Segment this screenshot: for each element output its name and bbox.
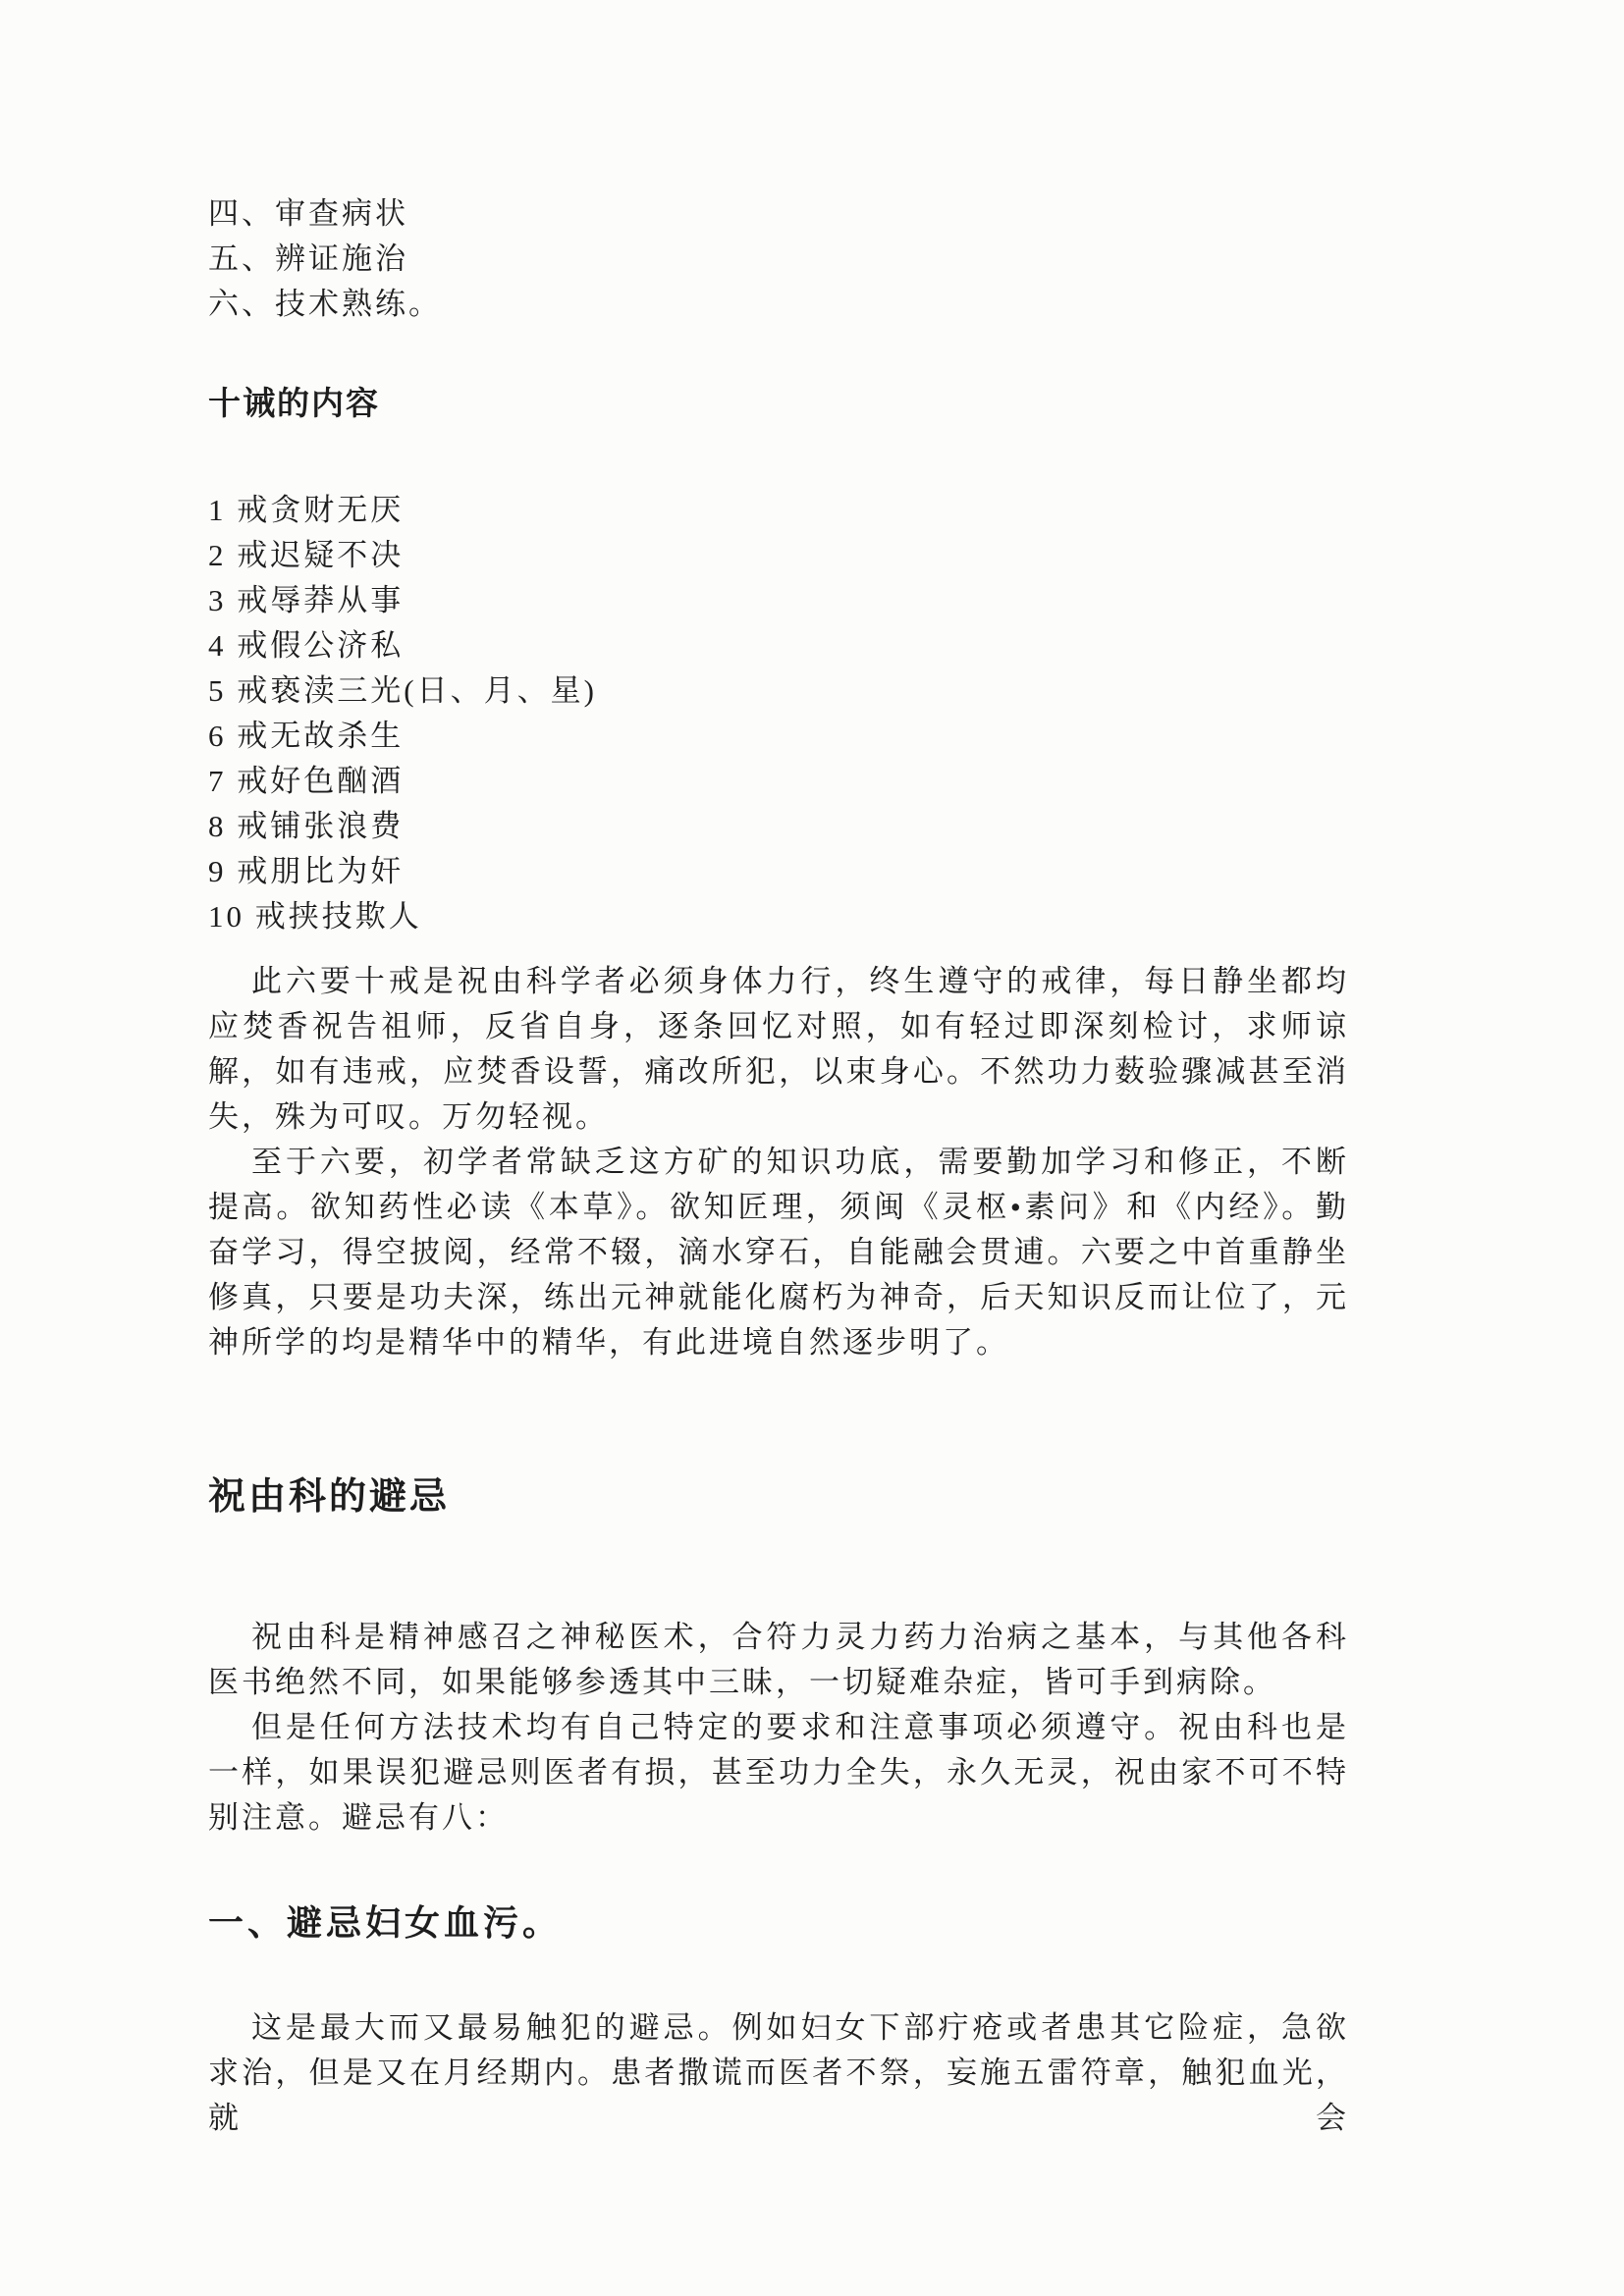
list-item: 1 戒贪财无厌 [208,493,405,527]
list-item: 9 戒朋比为奸 [208,854,405,888]
sub-heading-taboo-1: 一、避忌妇女血污。 [208,1902,563,1943]
list-item: 5 戒亵渎三光(日、月、星) [208,673,597,708]
list-item: 7 戒好色酗酒 [208,764,405,798]
paragraph: 但是任何方法技术均有自己特定的要求和注意事项必须遵守。祝由科也是一样，如果误犯避忌则医者有损，甚至功力全失，永久无灵，祝由家不可不特别注意。避忌有八： [208,1710,1349,1835]
list-item: 8 戒铺张浪费 [208,809,405,843]
paragraph: 至于六要，初学者常缺乏这方矿的知识功底，需要勤加学习和修正，不断提高。欲知药性必读《本草》。欲知匠理，须闽《灵枢•素问》和《内经》。勤奋学习，得空披阅，经常不辍，滴水穿石，自能融会贯逋。六要之中首重静坐修真，只要是功夫深，练出元神就能化腐朽为神奇，后天知识反而让位了，元神所学的均是精华中的精华，有此进境自然逐步明了。 [208,1145,1349,1360]
section-heading-ten-commandments: 十诫的内容 [208,385,380,421]
ten-commandments-list [208,488,1349,939]
list-item: 2 戒迟疑不决 [208,538,405,572]
taboo-1-body [208,2005,1349,2141]
list-item: 六、技术熟练。 [208,287,442,321]
list-item: 10 戒挟技欺人 [208,899,422,934]
commandments-paragraphs [208,959,1349,1365]
chapter-heading-taboos: 祝由科的避忌 [208,1476,451,1518]
list-item: 6 戒无故杀生 [208,719,405,753]
list-item: 3 戒辱莽从事 [208,583,405,617]
six-essentials-list [208,191,1349,327]
paragraph: 这是最大而又最易触犯的避忌。例如妇女下部疔疮或者患其它险症，急欲求治，但是又在月经期内。患者撒谎而医者不祭，妄施五雷符章，触犯血光，就会 [208,2010,1349,2135]
list-item: 五、辨证施治 [208,241,408,276]
taboos-intro-paragraphs [208,1615,1349,1841]
paragraph: 此六要十戒是祝由科学者必须身体力行，终生遵守的戒律，每日静坐都均应焚香祝告祖师，反省自身，逐条回忆对照，如有轻过即深刻检讨，求师谅解，如有违戒，应焚香设誓，痛改所犯，以束身心。不然功力薮验骤减甚至消失，殊为可叹。万勿轻视。 [208,964,1349,1134]
paragraph: 祝由科是精神感召之神秘医术，合符力灵力药力治病之基本，与其他各科医书绝然不同，如果能够参透其中三昧，一切疑难杂症，皆可手到病除。 [208,1620,1349,1699]
list-item: 4 戒假公济私 [208,628,405,663]
list-item: 四、审查病状 [208,196,408,231]
